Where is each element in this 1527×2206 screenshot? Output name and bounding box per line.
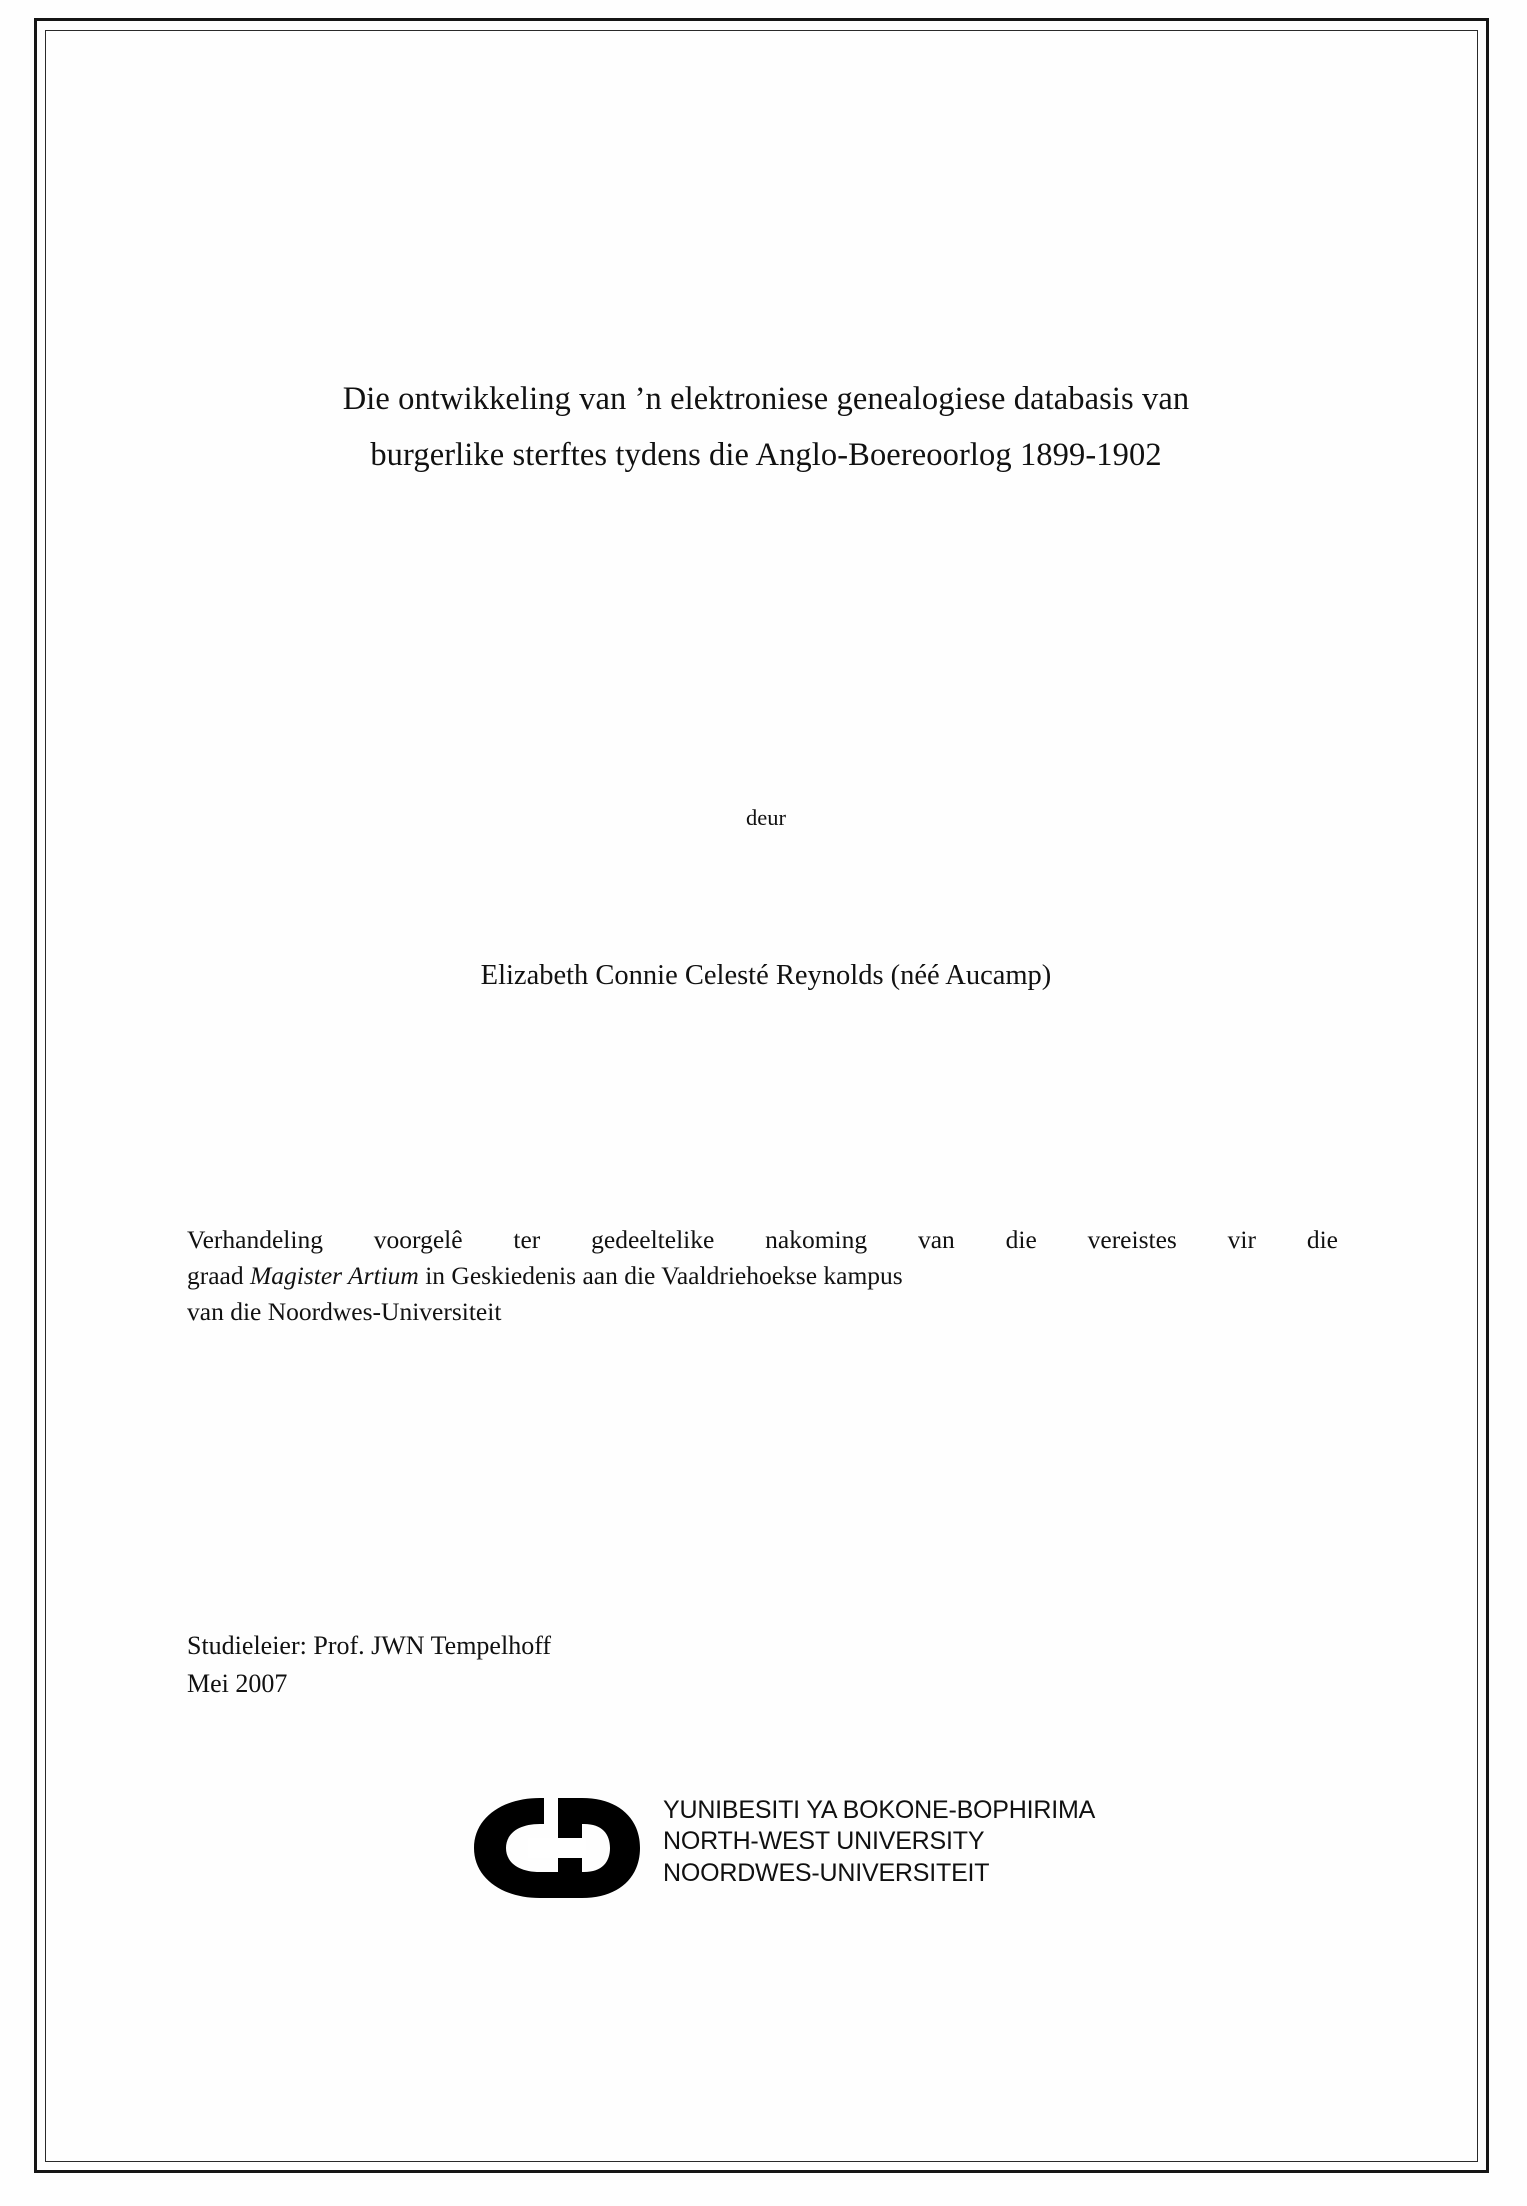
title-line-2: burgerlike sterftes tydens die Anglo-Boereoorlog 1899-1902 <box>370 436 1162 473</box>
degree-statement <box>187 1222 1338 1331</box>
statement-line-1: Verhandeling voorgelê ter gedeeltelike nakoming van die vereistes vir die <box>187 1225 1338 1254</box>
author-name: Elizabeth Connie Celesté Reynolds (néé Aucamp) <box>480 960 1052 991</box>
logo-wordmark <box>663 1795 1095 1889</box>
logo-line-1: YUNIBESITI YA BOKONE-BOPHIRIMA <box>663 1796 1096 1824</box>
title-line-1: Die ontwikkeling van ’n elektroniese genealogiese databasis van <box>342 381 1190 417</box>
statement-line-2 <box>187 1258 1338 1294</box>
logo-line-2: NORTH-WEST UNIVERSITY <box>663 1827 985 1856</box>
logo-line-3: NOORDWES-UNIVERSITEIT <box>663 1858 990 1887</box>
university-logo <box>466 1790 1186 1910</box>
statement-line-2-pre: graad <box>187 1261 251 1291</box>
date-line: Mei 2007 <box>187 1668 288 1698</box>
degree-name: Magister Artium <box>250 1261 419 1291</box>
by-label: deur <box>746 805 786 830</box>
supervisor-line: Studieleier: Prof. JWN Tempelhoff <box>187 1631 552 1660</box>
statement-line-3: van die Noordwes-Universiteit <box>187 1297 502 1327</box>
page-title <box>186 372 1346 484</box>
nwu-emblem-icon <box>466 1794 662 1902</box>
supervisor-block <box>187 1627 1087 1703</box>
statement-line-2-post: in Geskiedenis aan die Vaaldriehoekse kampus <box>418 1261 903 1291</box>
page-content <box>186 0 1346 2206</box>
